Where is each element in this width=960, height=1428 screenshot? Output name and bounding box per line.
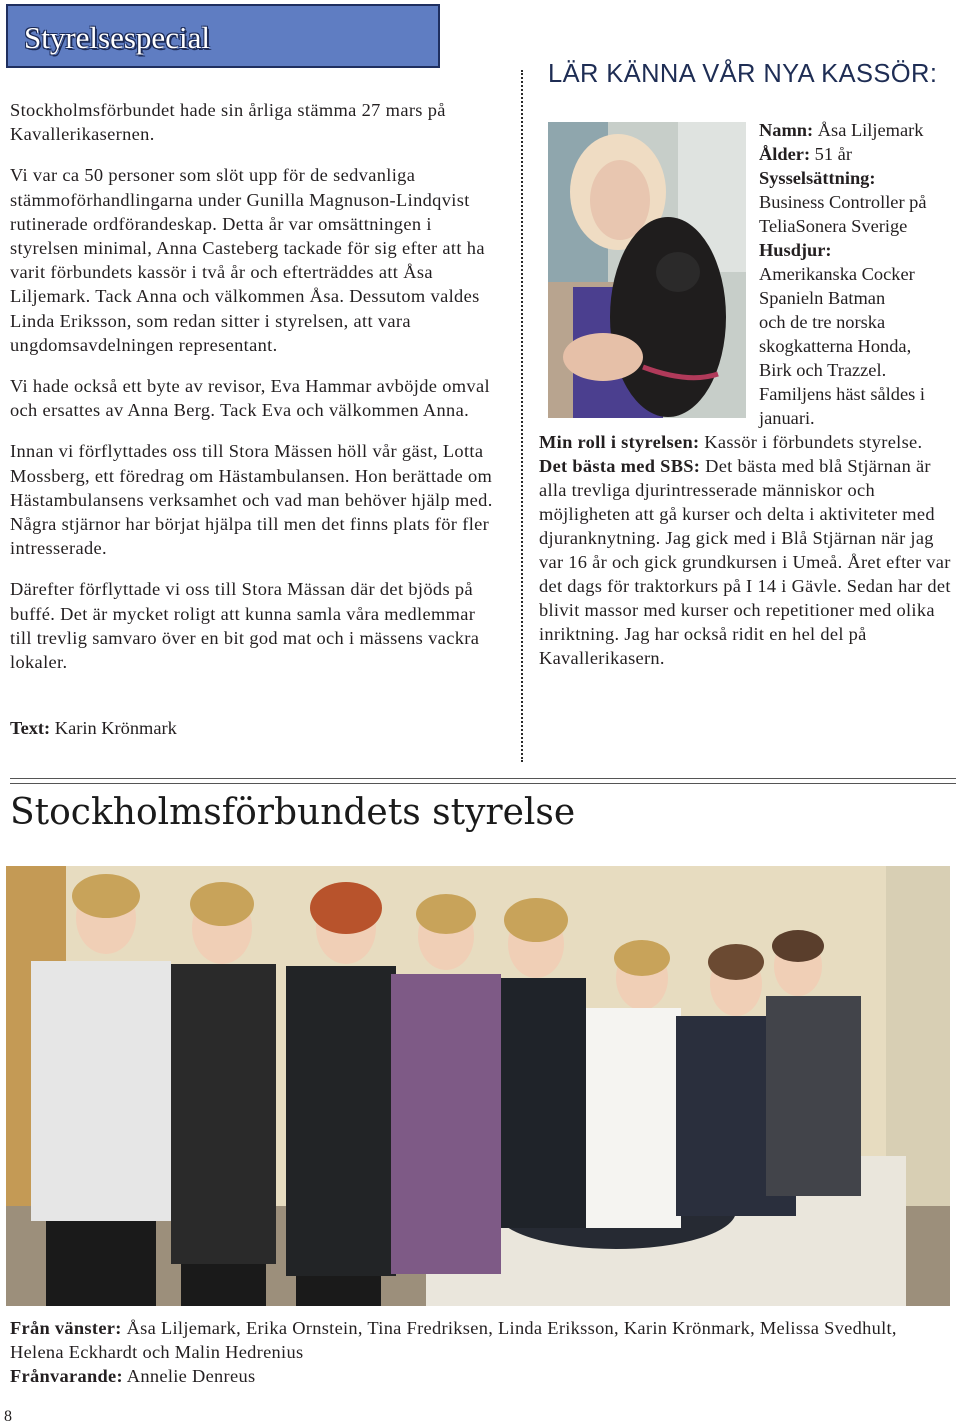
board-caption [10,1316,945,1388]
fact-age-value: 51 år [810,144,852,164]
kassor-text [539,430,955,670]
kassor-photo [548,122,746,418]
fact-age-label: Ålder: [759,144,811,164]
best-value: Det bästa med blå Stjärnan är alla trevliga djurintresserade människor och möjligheten att gå kurser och delta i aktiviteter med djuranknytning. Jag gick med i Blå Stjärnan när jag var 16 år och gick grundkursen i Umeå. Året efter var det dags för traktorkurs på I 14 i Gävle. Sedan har det blivit massor med kurser och repetitioner med olika inriktning. Jag har också ridit en hel del på Kavallerikasern. [539,456,951,668]
fact-name [759,118,959,142]
section-divider [10,778,956,784]
role-paragraph [539,430,955,454]
caption-from-left-names: Åsa Liljemark, Erika Ornstein, Tina Fredriksen, Linda Eriksson, Karin Krönmark, Melissa Svedhult, Helena Eckhardt och Malin Hedrenius [10,1318,897,1362]
fact-job-line: Business Controller på [759,192,927,212]
article-byline [10,718,177,739]
section-banner [6,4,440,68]
caption-from-left [10,1316,945,1364]
role-value: Kassör i förbundets styrelse. [699,432,923,452]
fact-name-value: Åsa Liljemark [813,120,924,140]
fact-pets-line: januari. [759,408,815,428]
fact-name-label: Namn: [759,120,814,140]
fact-pets-label: Husdjur: [759,240,832,260]
board-group-photo [6,866,950,1306]
fact-job-label: Sysselsättning: [759,168,876,188]
best-label: Det bästa med SBS: [539,456,701,476]
best-paragraph [539,454,955,670]
byline-label: Text: [10,718,51,738]
byline-author: Karin Krönmark [50,718,177,738]
fact-pets-line: Familjens häst såldes i [759,384,926,404]
kassor-heading: LÄR KÄNNA VÅR NYA KASSÖR: [548,60,938,88]
fact-job-line: TeliaSonera Sverige [759,216,908,236]
caption-absent-names: Annelie Denreus [122,1366,256,1386]
banner-title: Styrelsespecial [24,20,210,55]
article-body [10,98,500,691]
role-label: Min roll i styrelsen: [539,432,700,452]
article-paragraph: Stockholmsförbundet hade sin årliga stämma 27 mars på Kavallerikasernen. [10,100,446,145]
article-paragraph: Vi hade också ett byte av revisor, Eva Hammar avböjde omval och ersattes av Anna Berg. Tack Eva och välkommen Anna. [10,376,490,421]
caption-absent [10,1364,945,1388]
page-number: 8 [4,1408,12,1425]
caption-from-left-label: Från vänster: [10,1318,122,1338]
caption-absent-label: Frånvarande: [10,1366,123,1386]
fact-pets-line: Spanieln Batman [759,288,886,308]
fact-pets-line: Amerikanska Cocker [759,264,915,284]
kassor-facts [759,118,959,430]
fact-pets-line: Birk och Trazzel. [759,360,887,380]
fact-pets-line: skogkatterna Honda, [759,336,912,356]
board-title: Stockholmsförbundets styrelse [10,792,576,833]
fact-age [759,142,959,166]
column-divider [521,70,523,762]
article-paragraph: Därefter förflyttade vi oss till Stora Mässan där det bjöds på buffé. Det är mycket roligt att kunna samla våra medlemmar till trevlig samvaro över en bit god mat och i mässens vackra lokaler. [10,579,480,673]
fact-pets-line: och de tre norska [759,312,886,332]
article-paragraph: Vi var ca 50 personer som slöt upp för de sedvanliga stämmoförhandlingarna under Gunilla Magnuson-Lindqvist rutinerade ordförandeskap. Detta år var omsättningen i styrelsen minimal, Anna Casteberg tackade för sig efter att ha varit förbundets kassör i två år och efterträddes att Åsa Liljemark. Tack Anna och välkommen Åsa. Dessutom valdes Linda Eriksson, som redan sitter i styrelsen, att vara ungdomsavdelningen representant. [10,165,485,355]
article-paragraph: Innan vi förflyttades oss till Stora Mässen höll vår gäst, Lotta Mossberg, ett föredrag om Hästambulansen. Hon berättade om Hästambulansens verksamhet och vad man behöver hjälp med. Några stjärnor har börjat hjälpa till men det finns plats för fler intresserade. [10,441,493,559]
